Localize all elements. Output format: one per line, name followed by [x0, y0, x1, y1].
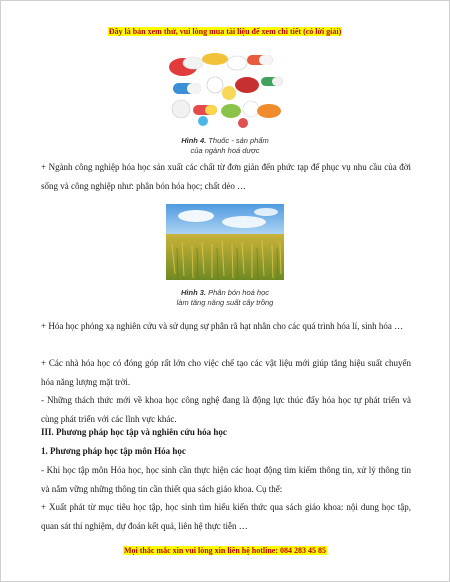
rice-field-image — [166, 204, 284, 280]
figure-caption-fertilizer: Hình 3. Phân bón hoá học làm tăng năng suất cây trồng — [176, 288, 274, 307]
hotline-notice: Mọi thắc mắc xin vui lòng xin liên hệ hotline: 084 283 45 85 — [123, 546, 326, 555]
paragraph-chemical-industry: + Ngành công nghiệp hóa học sản xuất các chất từ đơn giản đến phức tạp để phục vụ nhu cầu của đời sống và công nghiệp như: phân bón hóa học; chất dẻo … — [41, 162, 411, 191]
section-heading-iii: III. Phương pháp học tập và nghiên cứu hóa học — [41, 427, 227, 437]
subsection-heading-1: 1. Phương pháp học tập môn Hóa học — [41, 446, 186, 456]
medicine-pills-image — [163, 49, 287, 129]
paragraph-solar-materials: + Các nhà hóa học có đóng góp rất lớn cho việc chế tạo các vật liệu mới giúp tăng hiệu suất chuyển hóa năng lượng mặt trời. — [41, 358, 411, 387]
preview-notice: Đây là bản xem thử, vui lòng mua tài liệu để xem chi tiết (có lời giải) — [108, 27, 342, 36]
figure-medicine — [1, 49, 449, 155]
figure-fertilizer — [1, 204, 449, 307]
paragraph-challenges: - Những thách thức mới về khoa học công nghệ đang là động lực thúc đẩy hóa học tự phát triển và cùng phát triển với các lĩnh vực khác. — [41, 395, 411, 424]
paragraph-radiochemistry: + Hóa học phóng xạ nghiên cứu và sử dụng sự phân rã hạt nhân cho các quá trình hóa lí, sinh hóa … — [41, 321, 404, 331]
paragraph-learning-goals: + Xuất phát từ mục tiêu học tập, học sinh tìm hiểu kiến thức qua sách giáo khoa: nội dung học tập, quan sát thí nghiệm, dự đoán kết quả, liên hệ thực tiễn … — [41, 502, 411, 531]
paragraph-learning-activities: - Khi học tập môn Hóa học, học sinh cần thực hiện các hoạt động tìm kiếm thông tin, xử lý thông tin và nắm vững những thông tin cần thiết qua sách giáo khoa. Cụ thể: — [41, 465, 411, 494]
figure-caption-medicine: Hình 4. Thuốc - sản phẩm của ngành hoá dược — [181, 136, 269, 155]
